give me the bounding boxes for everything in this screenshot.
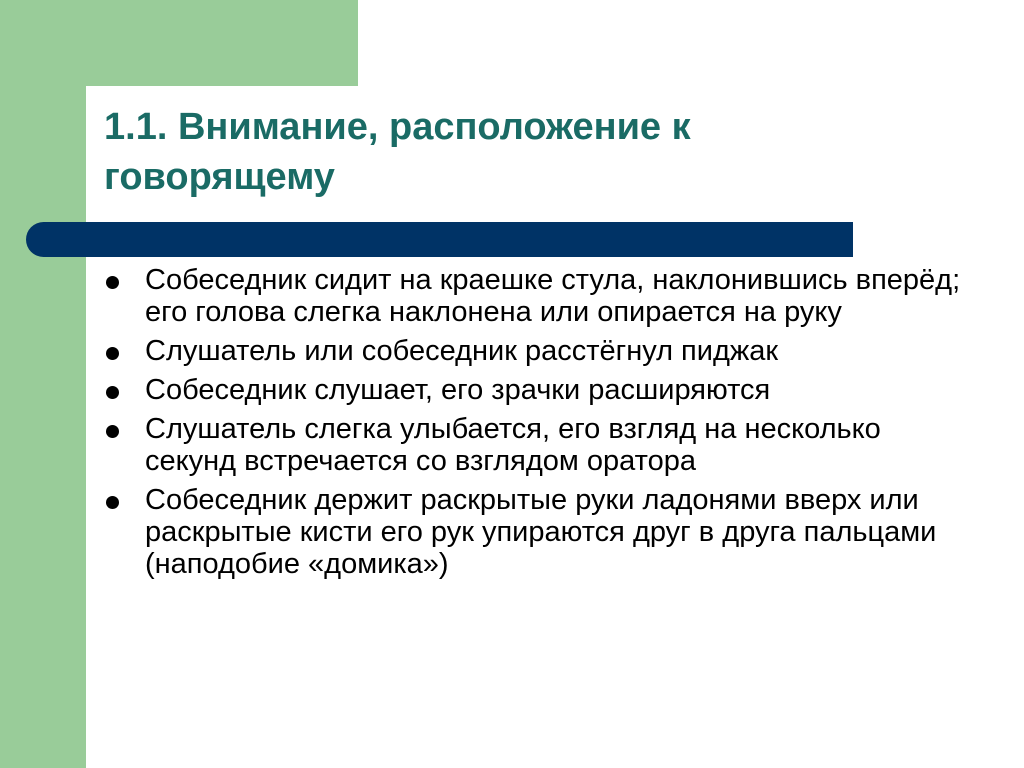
bullet-text: Собеседник слушает, его зрачки расширяются [145, 374, 771, 406]
bullet-dot-icon [106, 425, 119, 438]
bullet-item [104, 264, 964, 328]
bullet-dot-icon [106, 347, 119, 360]
bullet-item [104, 335, 964, 367]
bullet-text: Слушатель или собеседник расстёгнул пиджак [145, 335, 779, 367]
slide-title: 1.1. Внимание, расположение к говорящему [104, 106, 691, 198]
bullet-item [104, 374, 964, 406]
bullet-text: Собеседник сидит на краешке стула, наклонившись вперёд; его голова слегка наклонена или опирается на руку [145, 264, 961, 328]
bullet-text: Слушатель слегка улыбается, его взгляд на несколько секунд встречается со взглядом оратора [145, 413, 881, 477]
bullet-dot-icon [106, 496, 119, 509]
title-divider-bar [26, 222, 853, 257]
bullet-dot-icon [106, 276, 119, 289]
bullet-dot-icon [106, 386, 119, 399]
bullet-text: Собеседник держит раскрытые руки ладонями вверх или раскрытые кисти его рук упираются друг в друга пальцами (наподобие «домика») [145, 484, 937, 580]
bullet-item [104, 484, 964, 580]
green-left-band [0, 0, 86, 768]
bullet-item [104, 413, 964, 477]
green-top-band [0, 0, 358, 86]
bullet-list [104, 264, 964, 587]
